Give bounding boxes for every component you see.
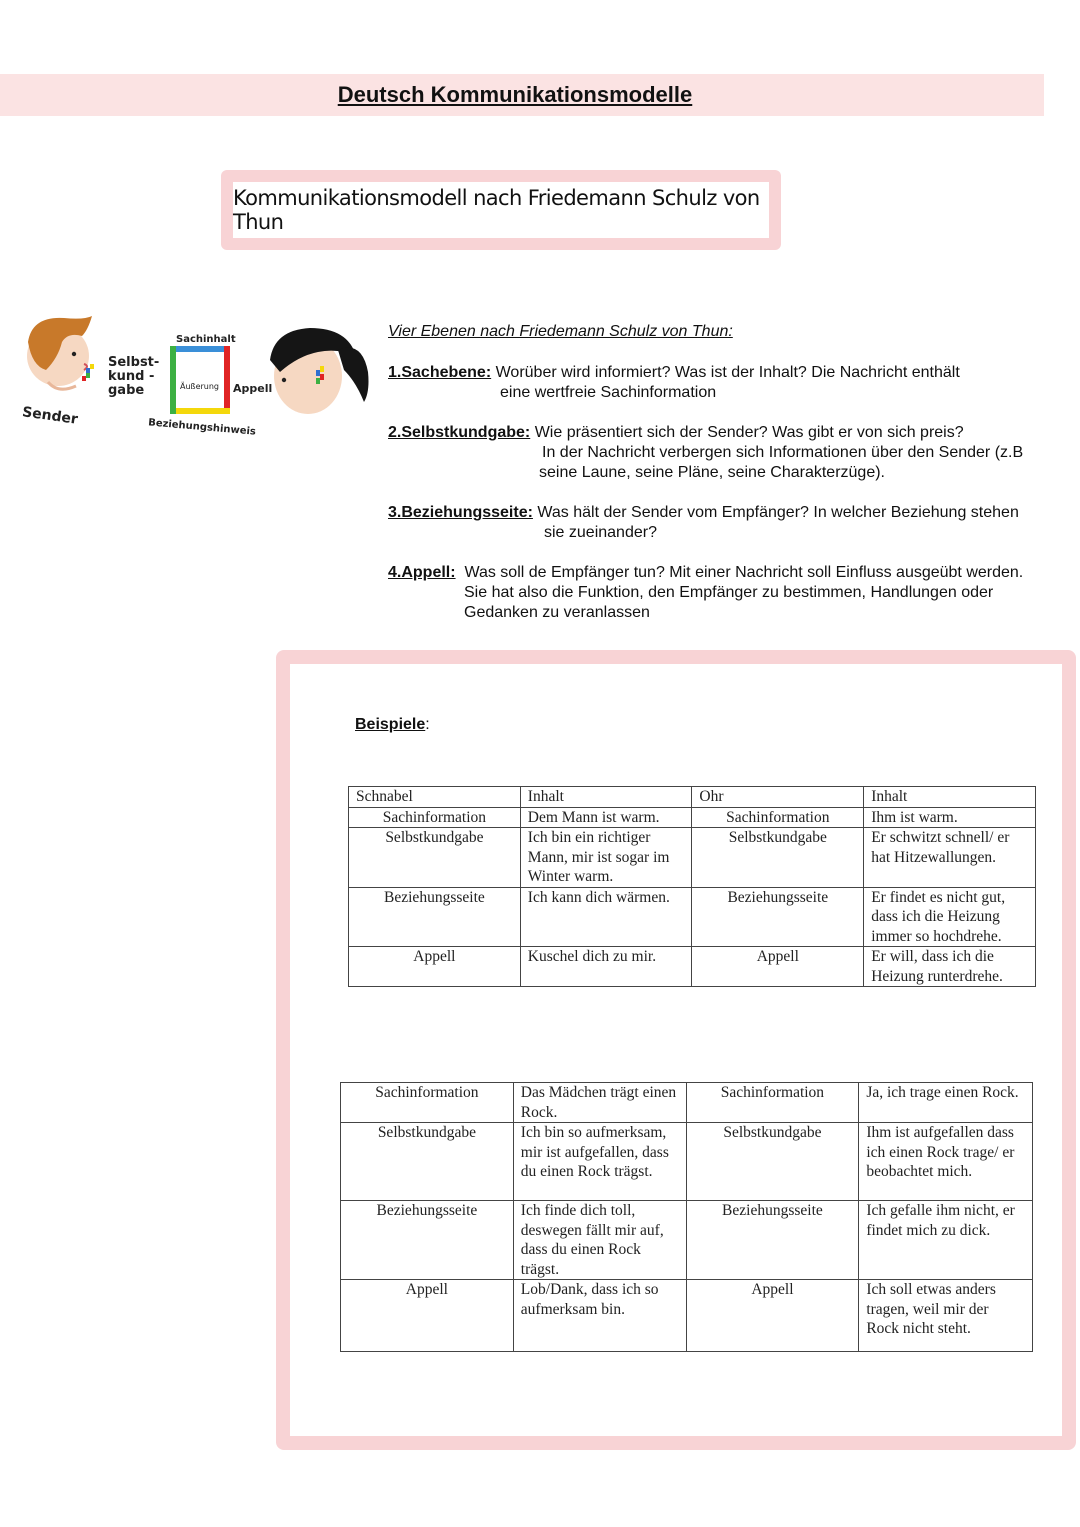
- table-cell: Appell: [341, 1280, 514, 1352]
- table-cell: Lob/Dank, dass ich so aufmerksam bin.: [513, 1280, 686, 1352]
- example-table-heizung: [348, 786, 1036, 987]
- table-cell: Appell: [349, 947, 521, 987]
- table-cell: Ich finde dich toll, deswegen fällt mir auf, dass du einen Rock trägst.: [513, 1201, 686, 1280]
- table-row: [349, 807, 1036, 828]
- level-text: Worüber wird informiert? Was ist der Inhalt? Die Nachricht enthält: [491, 364, 960, 381]
- table-row: [341, 1123, 1033, 1201]
- table-cell: Sachinformation: [349, 807, 521, 828]
- table-cell: Ich gefalle ihm nicht, er findet mich zu dick.: [859, 1201, 1033, 1280]
- table-cell: Selbstkundgabe: [686, 1123, 859, 1201]
- level-text: Wie präsentiert sich der Sender? Was gibt er von sich preis?: [530, 424, 964, 441]
- table-cell: Ich kann dich wärmen.: [520, 887, 692, 947]
- table-cell: Er schwitzt schnell/ er hat Hitzewallungen.: [864, 828, 1036, 888]
- levels-heading: Vier Ebenen nach Friedemann Schulz von Thun:: [388, 323, 733, 340]
- table-cell: Beziehungsseite: [349, 887, 521, 947]
- model-title-box: [221, 170, 781, 250]
- level-appell: [388, 563, 1068, 623]
- level-beziehungsseite: [388, 503, 1068, 543]
- receiver-head-icon: [270, 328, 369, 414]
- level-term: 1.Sachebene:: [388, 364, 492, 381]
- table-cell: Kuschel dich zu mir.: [520, 947, 692, 987]
- sachinhalt-label: Sachinhalt: [176, 334, 236, 345]
- table-cell: Selbstkundgabe: [349, 828, 521, 888]
- appell-label: Appell: [233, 382, 273, 395]
- level-term: 2.Selbstkundgabe:: [388, 424, 531, 441]
- table-cell: Ihm ist aufgefallen dass ich einen Rock trage/ er beobachtet mich.: [859, 1123, 1033, 1201]
- table-cell: Beziehungsseite: [341, 1201, 514, 1280]
- table-cell: Appell: [686, 1280, 859, 1352]
- table-cell: Ich bin ein richtiger Mann, mir ist sogar im Winter warm.: [520, 828, 692, 888]
- four-levels-section: [388, 322, 1068, 643]
- table-cell: Selbstkundgabe: [341, 1123, 514, 1201]
- level-text: Was soll de Empfänger tun? Mit einer Nachricht soll Einfluss ausgeübt werden.: [455, 564, 1024, 581]
- level-text-cont: In der Nachricht verbergen sich Informationen über den Sender (z.B: [542, 444, 1024, 461]
- level-text: Was hält der Sender vom Empfänger? In welcher Beziehung stehen: [532, 504, 1019, 521]
- selbstkundgabe-label-1: Selbst-: [108, 355, 160, 370]
- table-header-cell: Ohr: [692, 787, 864, 808]
- sender-label: Sender: [21, 404, 79, 428]
- level-text-cont: sie zueinander?: [544, 524, 657, 541]
- level-term: 3.Beziehungsseite:: [388, 504, 533, 521]
- table-cell: Er will, dass ich die Heizung runterdrehe.: [864, 947, 1036, 987]
- table-row: [341, 1280, 1033, 1352]
- table-cell: Beziehungsseite: [692, 887, 864, 947]
- table-cell: Selbstkundgabe: [692, 828, 864, 888]
- table-cell: Sachinformation: [686, 1083, 859, 1123]
- table-cell: Appell: [692, 947, 864, 987]
- table-cell: Ja, ich trage einen Rock.: [859, 1083, 1033, 1123]
- model-title: Kommunikationsmodell nach Friedemann Schulz von Thun: [233, 186, 760, 234]
- level-sachebene: [388, 363, 1068, 403]
- table-row: [341, 1083, 1033, 1123]
- beziehungshinweis-label: Beziehungshinweis: [147, 417, 257, 438]
- table-header-cell: Inhalt: [520, 787, 692, 808]
- level-selbstkundgabe: [388, 423, 1068, 483]
- table-row: [341, 1201, 1033, 1280]
- table-row: [349, 887, 1036, 947]
- four-sides-square: [170, 346, 230, 414]
- table-cell: Ihm ist warm.: [864, 807, 1036, 828]
- table-header-cell: Inhalt: [864, 787, 1036, 808]
- table-cell: Dem Mann ist warm.: [520, 807, 692, 828]
- table-cell: Ich soll etwas anders tragen, weil mir der Rock nicht steht.: [859, 1280, 1033, 1352]
- table-cell: Ich bin so aufmerksam, mir ist aufgefallen, dass du einen Rock trägst.: [513, 1123, 686, 1201]
- examples-label-colon: :: [425, 716, 430, 733]
- table-row: [349, 947, 1036, 987]
- selbstkundgabe-label-3: gabe: [108, 383, 145, 398]
- table-cell: Sachinformation: [341, 1083, 514, 1123]
- level-text-cont: Sie hat also die Funktion, den Empfänger zu bestimmen, Handlungen oder: [464, 584, 994, 601]
- table-cell: Sachinformation: [692, 807, 864, 828]
- examples-label-text: Beispiele: [355, 716, 426, 733]
- table-cell: Das Mädchen trägt einen Rock.: [513, 1083, 686, 1123]
- communication-illustration: [18, 312, 378, 452]
- table-header-cell: Schnabel: [349, 787, 521, 808]
- level-term: 4.Appell:: [388, 564, 456, 581]
- aeusserung-label: Äußerung: [180, 382, 220, 391]
- table-header-row: [349, 787, 1036, 808]
- selbstkundgabe-label-2: kund -: [108, 369, 155, 384]
- table-cell: Er findet es nicht gut, dass ich die Heizung immer so hochdrehe.: [864, 887, 1036, 947]
- level-text-cont: Gedanken zu veranlassen: [464, 604, 650, 621]
- example-table-rock: [340, 1082, 1033, 1352]
- examples-label: [355, 716, 430, 734]
- page-title: Deutsch Kommunikationsmodelle: [337, 82, 693, 107]
- table-cell: Beziehungsseite: [686, 1201, 859, 1280]
- level-text-cont: seine Laune, seine Pläne, seine Charakterzüge).: [539, 464, 885, 481]
- level-text-cont: eine wertfreie Sachinformation: [500, 384, 717, 401]
- table-row: [349, 828, 1036, 888]
